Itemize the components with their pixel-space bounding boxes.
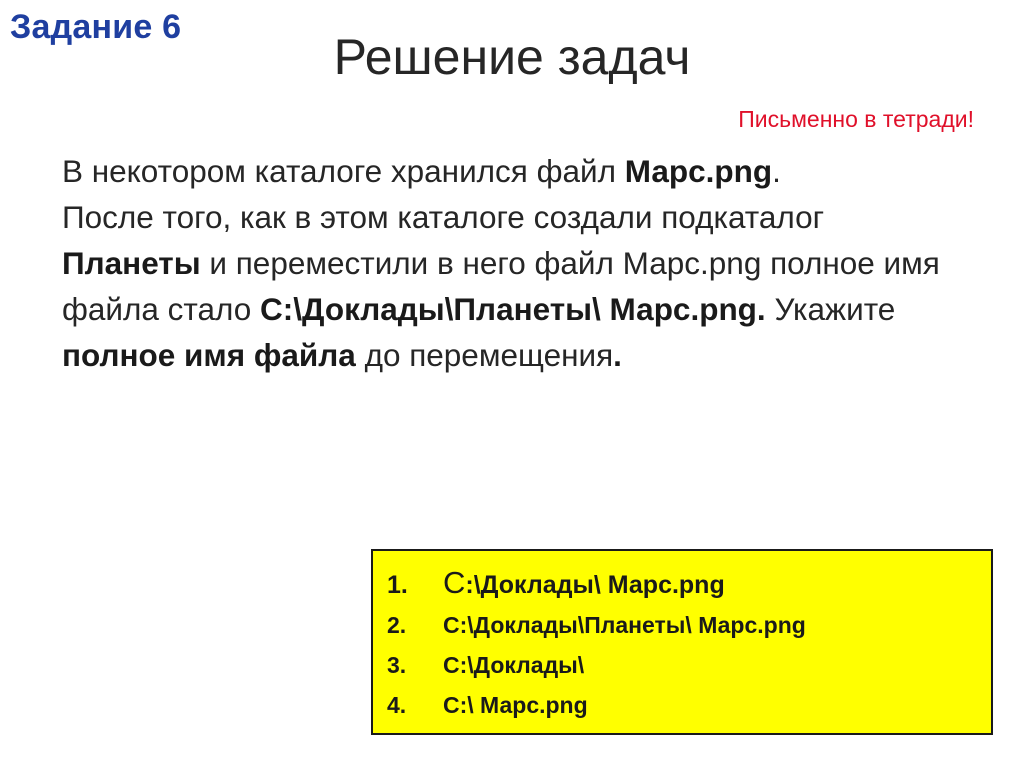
answer-number: 2.	[387, 612, 407, 638]
problem-text-part: .	[613, 337, 622, 373]
problem-text-part: Укажите	[765, 291, 896, 327]
problem-text-part: .	[772, 153, 781, 189]
problem-new-path: C:\Доклады\Планеты\ Марс.png.	[260, 291, 766, 327]
problem-text-part: до перемещения	[355, 337, 614, 373]
answer-text: C:\ Марс.png	[443, 692, 588, 718]
answer-options-list	[387, 563, 991, 725]
problem-text-part: В некотором каталоге хранился файл	[62, 153, 625, 189]
answer-number: 3.	[387, 652, 407, 678]
answer-text: C:\Доклады\	[443, 652, 585, 678]
answer-option-2	[387, 605, 991, 645]
written-note: Письменно в тетради!	[738, 106, 974, 132]
problem-text	[62, 148, 962, 378]
answer-number: 1.	[387, 571, 408, 599]
answer-options-box	[371, 549, 993, 735]
answer-number: 4.	[387, 692, 407, 718]
answer-prefix: C	[443, 565, 466, 600]
problem-question: полное имя файла	[62, 337, 356, 373]
answer-text-rest: :\Доклады\ Марс.png	[465, 571, 725, 599]
slide-title: Решение задач	[333, 29, 691, 85]
answer-option-4	[387, 685, 991, 725]
problem-subfolder: Планеты	[62, 245, 201, 281]
answer-option-1	[387, 563, 991, 605]
answer-text: C:\Доклады\Планеты\ Марс.png	[443, 612, 806, 638]
problem-text-part: и переместили в него файл Марс.png полное имя файла стало	[62, 245, 940, 327]
problem-text-part: После того, как в этом каталоге создали подкаталог	[62, 199, 825, 235]
problem-filename: Марс.png	[624, 153, 773, 189]
task-label: Задание 6	[10, 8, 182, 46]
answer-option-3	[387, 645, 991, 685]
answer-text	[443, 563, 725, 605]
